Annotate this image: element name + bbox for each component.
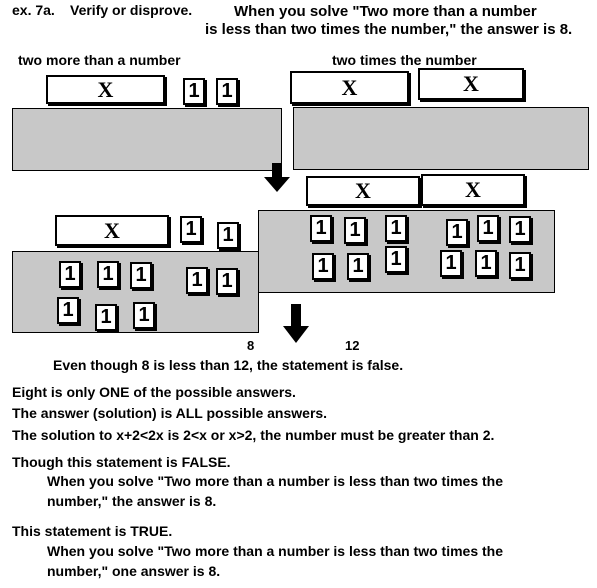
unit-tile: 1 (509, 216, 531, 243)
x-tile: X (418, 68, 524, 100)
example-label: ex. 7a. (12, 2, 55, 18)
right-result: 12 (345, 338, 360, 353)
unit-tile: 1 (475, 250, 497, 277)
explanation-line-1: Eight is only ONE of the possible answers. (12, 384, 296, 400)
unit-tile: 1 (216, 268, 238, 295)
unit-tile: 1 (344, 217, 366, 244)
unit-tile: 1 (180, 216, 202, 243)
true-line-2: number," one answer is 8. (47, 563, 221, 579)
explanation-line-2: The answer (solution) is ALL possible answers. (12, 405, 328, 421)
unit-tile: 1 (216, 78, 238, 105)
unit-tile: 1 (440, 250, 462, 277)
unit-tile: 1 (385, 246, 407, 273)
x-tile: X (306, 176, 420, 206)
unit-tile: 1 (347, 253, 369, 280)
unit-tile: 1 (183, 78, 205, 105)
unit-tile: 1 (509, 252, 531, 279)
down-arrow-icon (281, 304, 311, 344)
unit-tile: 1 (133, 302, 155, 329)
unit-tile: 1 (97, 261, 119, 288)
unit-tile: 1 (217, 222, 239, 249)
unit-tile: 1 (57, 297, 79, 324)
right-tray-top (293, 107, 589, 170)
unit-tile: 1 (385, 215, 407, 242)
down-arrow-icon (262, 163, 292, 193)
true-line-1: When you solve "Two more than a number is less than two times the (47, 543, 504, 559)
false-line-1: When you solve "Two more than a number is less than two times the (47, 473, 504, 489)
true-heading: This statement is TRUE. (12, 523, 173, 539)
explanation-line-3: The solution to x+2<2x is 2<x or x>2, the number must be greater than 2. (12, 427, 495, 443)
unit-tile: 1 (130, 262, 152, 289)
unit-tile: 1 (446, 219, 468, 246)
unit-tile: 1 (477, 215, 499, 242)
false-heading: Though this statement is FALSE. (12, 454, 231, 470)
left-tray-top (12, 108, 282, 171)
conclusion: Even though 8 is less than 12, the statement is false. (53, 357, 404, 373)
x-tile: X (46, 75, 165, 104)
unit-tile: 1 (310, 215, 332, 242)
statement-line-2: is less than two times the number," the answer is 8. (205, 21, 573, 38)
statement-line-1: When you solve "Two more than a number (234, 3, 537, 20)
unit-tile: 1 (95, 304, 117, 331)
unit-tile: 1 (186, 267, 208, 294)
unit-tile: 1 (59, 261, 81, 288)
task-instruction: Verify or disprove. (70, 2, 193, 18)
unit-tile: 1 (312, 253, 334, 280)
x-tile: X (421, 174, 525, 206)
x-tile: X (290, 71, 409, 104)
left-caption: two more than a number (18, 52, 181, 68)
false-line-2: number," the answer is 8. (47, 493, 217, 509)
x-tile: X (55, 215, 169, 246)
left-result: 8 (247, 338, 255, 353)
right-caption: two times the number (332, 52, 477, 68)
